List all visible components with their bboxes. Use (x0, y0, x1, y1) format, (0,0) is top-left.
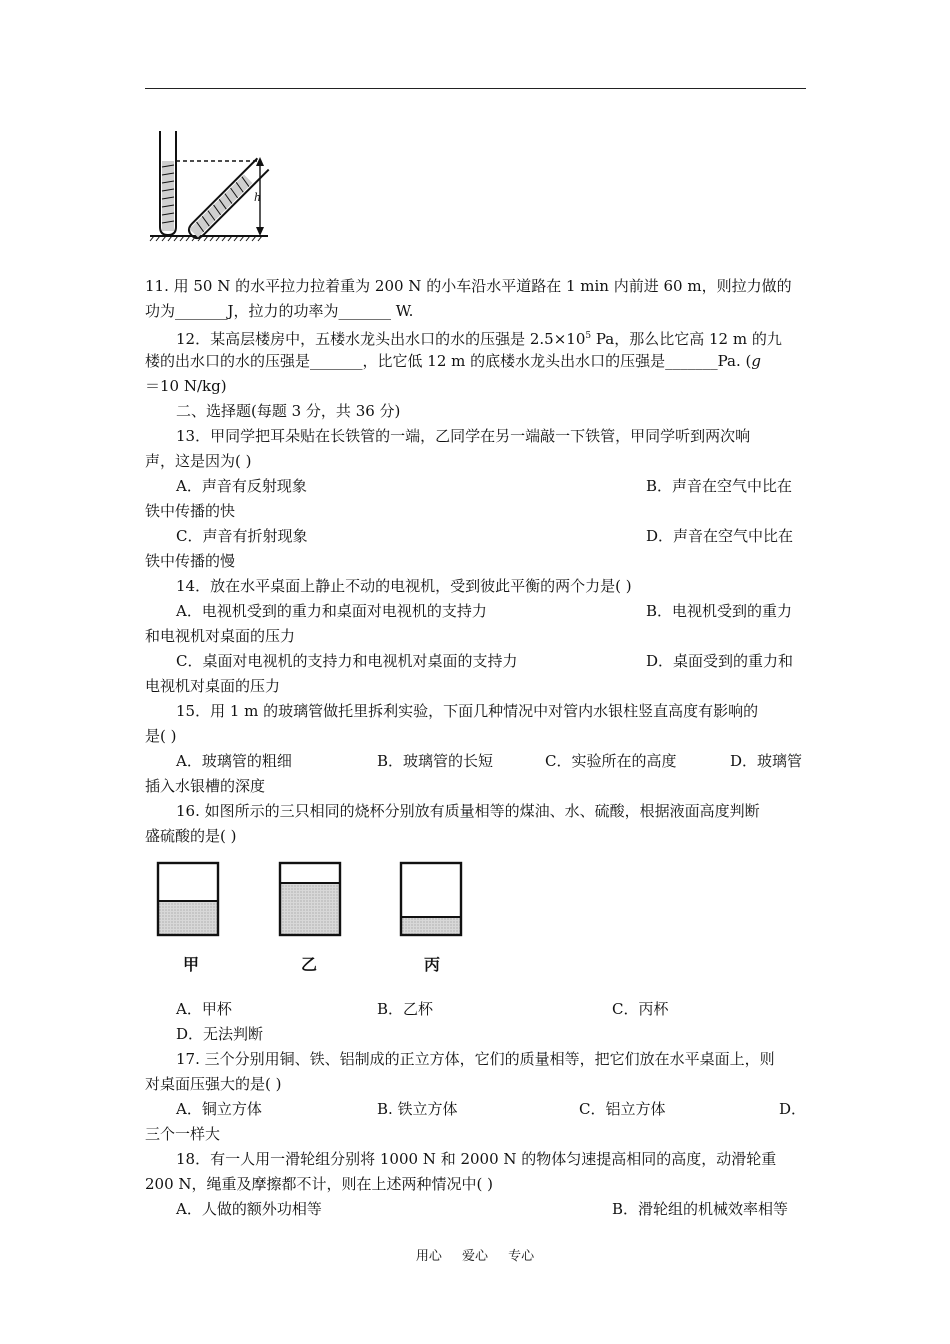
q15-line1: 15．用 1 m 的玻璃管做托里拆利实验，下面几种情况中对管内水银柱竖直高度有影响的 (176, 702, 759, 720)
beaker-label-jia: 甲 (183, 955, 200, 974)
q13-option-a: A．声音有反射现象 (176, 477, 307, 495)
beaker-jia (158, 863, 218, 935)
q17-option-a: A．铜立方体 (176, 1100, 262, 1118)
q17-option-d: D． (779, 1100, 807, 1118)
q11-line1: 11. 用 50 N 的水平拉力拉着重为 200 N 的小车沿水平道路在 1 min 内前进 60 m，则拉力做的 (145, 277, 792, 295)
q13-option-c: C．声音有折射现象 (176, 527, 308, 545)
q15-option-b: B．玻璃管的长短 (377, 752, 494, 770)
q15-option-a: A．玻璃管的粗细 (176, 752, 292, 770)
q17-option-b: B. 铁立方体 (377, 1100, 458, 1118)
q18-option-a: A．人做的额外功相等 (176, 1200, 322, 1218)
q14-option-d-cont: 电视机对桌面的压力 (145, 677, 281, 695)
beaker-bing (401, 863, 461, 935)
q17-line1: 17. 三个分别用铜、铁、铝制成的正立方体，它们的质量相等，把它们放在水平桌面上，则 (176, 1050, 775, 1068)
q12-line1: 12．某高层楼房中，五楼水龙头出水口的水的压强是 $2.5\times 10^5$ Pa，那么比它高 12 m 的九 (176, 330, 782, 348)
beaker-label-yi: 乙 (301, 955, 318, 974)
height-label: h (254, 191, 262, 204)
q17-option-c: C．铝立方体 (579, 1100, 666, 1118)
q16-option-a: A．甲杯 (176, 1000, 232, 1018)
beaker-label-bing: 丙 (424, 955, 441, 974)
q15-option-d-cont: 插入水银槽的深度 (145, 777, 266, 795)
q14-line1: 14．放在水平桌面上静止不动的电视机，受到彼此平衡的两个力是( ) (176, 577, 632, 595)
footer-word: 爱心 (461, 1249, 488, 1264)
q13-option-d: D．声音在空气中比在 (646, 527, 794, 545)
q16-line1: 16. 如图所示的三只相同的烧杯分别放有质量相等的煤油、水、硫酸，根据液面高度判断 (176, 802, 760, 820)
q11-line2: 功为_______J，拉力的功率为_______ W. (145, 302, 414, 320)
q16-option-d: D．无法判断 (176, 1025, 264, 1043)
q12-line3: ＝10 N/kg) (145, 377, 227, 395)
q18-option-b: B．滑轮组的机械效率相等 (612, 1200, 789, 1218)
q18-line2: 200 N，绳重及摩擦都不计，则在上述两种情况中( ) (145, 1175, 493, 1193)
q12-line2: 楼的出水口的水的压强是_______，比它低 12 m 的底楼水龙头出水口的压强是_______Pa. (g (145, 352, 761, 370)
q14-option-a: A．电视机受到的重力和桌面对电视机的支持力 (176, 602, 487, 620)
q14-option-b-cont: 和电视机对桌面的压力 (145, 627, 296, 645)
q14-option-d: D．桌面受到的重力和 (646, 652, 794, 670)
q17-option-d-cont: 三个一样大 (145, 1125, 221, 1143)
q15-option-d: D．玻璃管 (730, 752, 803, 770)
q16-line2: 盛硫酸的是( ) (145, 827, 237, 845)
q13-line2: 声，这是因为( ) (145, 452, 252, 470)
q13-line1: 13．甲同学把耳朵贴在长铁管的一端，乙同学在另一端敲一下铁管，甲同学听到两次响 (176, 427, 751, 445)
q13-option-b-cont: 铁中传播的快 (145, 502, 236, 520)
q13-option-d-cont: 铁中传播的慢 (145, 552, 236, 570)
header-rule (145, 88, 806, 89)
beaker-yi (280, 863, 340, 935)
q14-option-c: C．桌面对电视机的支持力和电视机对桌面的支持力 (176, 652, 518, 670)
footer-word: 专心 (508, 1249, 535, 1264)
tube-figure (148, 125, 278, 243)
page-footer (0, 1248, 950, 1266)
footer-word: 用心 (415, 1249, 442, 1264)
q16-option-b: B．乙杯 (377, 1000, 434, 1018)
q17-line2: 对桌面压强大的是( ) (145, 1075, 282, 1093)
beakers-figure (150, 855, 470, 941)
q16-option-c: C．丙杯 (612, 1000, 669, 1018)
section-heading: 二、选择题(每题 3 分，共 36 分) (176, 402, 401, 420)
q15-line2: 是( ) (145, 727, 177, 745)
q15-option-c: C．实验所在的高度 (545, 752, 677, 770)
q14-option-b: B．电视机受到的重力 (646, 602, 793, 620)
q18-line1: 18．有一人用一滑轮组分别将 1000 N 和 2000 N 的物体匀速提高相同的高度，动滑轮重 (176, 1150, 777, 1168)
q13-option-b: B．声音在空气中比在 (646, 477, 793, 495)
